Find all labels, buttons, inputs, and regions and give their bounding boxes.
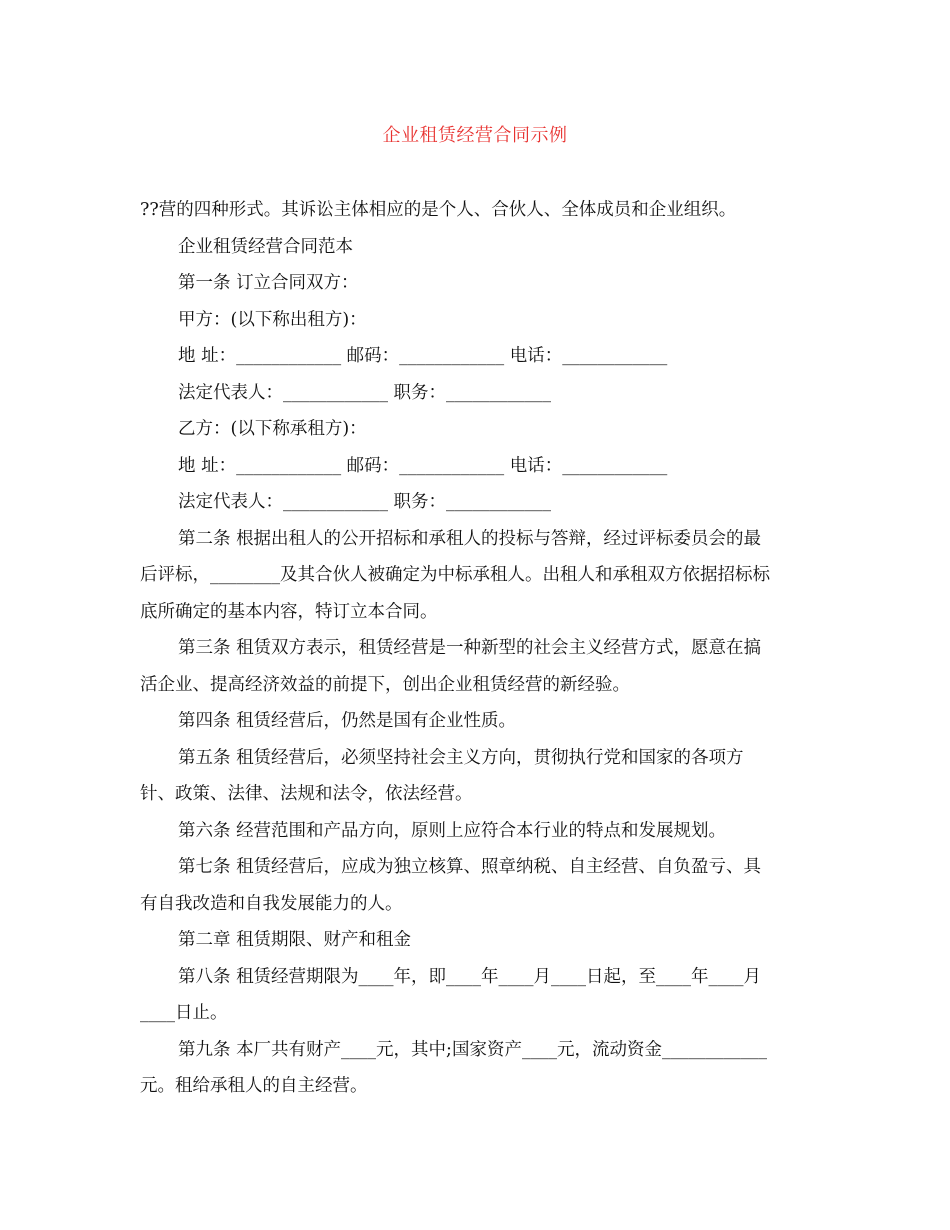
document-line: 法定代表人：____________ 职务：____________ <box>178 382 552 403</box>
document-line: ____日止。 <box>140 1003 228 1023</box>
document-line: 第六条 经营范围和产品方向，原则上应符合本行业的特点和发展规划。 <box>178 820 727 841</box>
document-line: 甲方：(以下称出租方)： <box>178 309 367 330</box>
document-line: 法定代表人：____________ 职务：____________ <box>178 492 552 512</box>
document-line: 活企业、提高经济效益的前提下，创出企业租赁经营的新经验。 <box>140 674 630 695</box>
document-line: 第三条 租赁双方表示，租赁经营是一种新型的社会主义经营方式，愿意在搞 <box>178 638 762 658</box>
document-line: 第七条 租赁经营后，应成为独立核算、照章纳税、自主经营、自负盈亏、具 <box>178 857 762 877</box>
document-line: ??营的四种形式。其诉讼主体相应的是个人、合伙人、全体成员和企业组织。 <box>140 200 737 220</box>
document-body <box>140 192 820 1105</box>
document-line: 底所确定的基本内容，特订立本合同。 <box>140 601 438 622</box>
document-line: 针、政策、法律、法规和法令，依法经营。 <box>140 784 473 804</box>
document-line: 第五条 租赁经营后，必须坚持社会主义方向，贯彻执行党和国家的各项方 <box>178 747 744 768</box>
document-line: 有自我改造和自我发展能力的人。 <box>140 893 403 914</box>
document-line: 企业租赁经营合同范本 <box>178 236 353 257</box>
document-line: 第一条 订立合同双方： <box>178 273 359 293</box>
document-line: 第二条 根据出租人的公开招标和承租人的投标与答辩，经过评标委员会的最 <box>178 528 762 549</box>
document-line: 后评标，________及其合伙人被确定为中标承租人。出租人和承租双方依据招标标 <box>140 565 770 585</box>
document-line: 第二章 租赁期限、财产和租金 <box>178 930 412 950</box>
document-title: 企业租赁经营合同示例 <box>382 125 568 146</box>
document-line: 第九条 本厂共有财产____元，其中;国家资产____元，流动资金____________ <box>178 1039 767 1060</box>
document-line: 乙方：(以下称承租方)： <box>178 419 367 439</box>
document-line: 地 址：____________ 邮码：____________ 电话：____________ <box>178 455 668 476</box>
document-line: 第四条 租赁经营后，仍然是国有企业性质。 <box>178 711 517 731</box>
document-line: 第八条 租赁经营期限为____年，即____年____月____日起，至____年____月 <box>178 966 762 987</box>
document-line: 地 址：____________ 邮码：____________ 电话：____________ <box>178 346 668 366</box>
document-line: 元。租给承租人的自主经营。 <box>140 1076 368 1096</box>
